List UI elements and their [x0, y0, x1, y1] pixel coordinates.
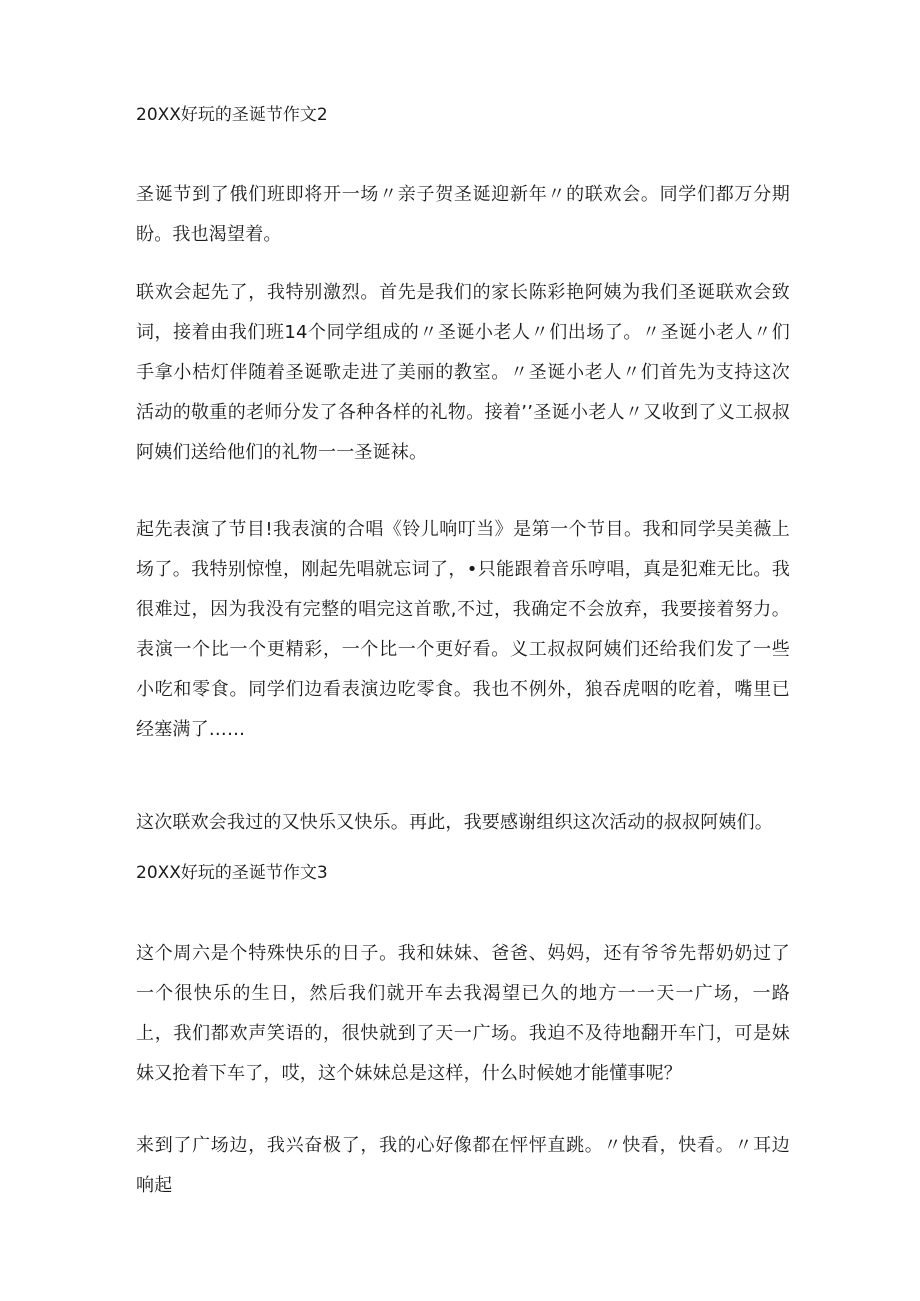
section-3-paragraph-1: 这个周六是个特殊快乐的日子。我和妹妹、爸爸、妈妈，还有爷爷先帮奶奶过了一个很快乐的生日，然后我们就开车去我渴望已久的地方一一天一广场，一路上，我们都欢声笑语的，很快就到了天一广场。我迫不及待地翻开车门，可是妹妹又抢着下车了，哎，这个妹妹总是这样，什么时候她才能懂事呢？ — [136, 943, 790, 1084]
section-3-heading: 20XX好玩的圣诞节作文3 — [136, 863, 328, 883]
section-2-paragraph-2: 联欢会起先了，我特别激烈。首先是我们的家长陈彩艳阿姨为我们圣诞联欢会致词，接着由我们班14个同学组成的〃圣诞小老人〃们出场了。〃圣诞小老人〃们手拿小桔灯伴随着圣诞歌走进了美丽的教室。〃圣诞小老人〃们首先为支持这次活动的敬重的老师分发了各种各样的礼物。接着’’圣诞小老人〃又收到了义工叔叔阿姨们送给他们的礼物一一圣诞袜。 — [136, 282, 790, 463]
section-2-paragraph-3: 起先表演了节目!我表演的合唱《铃儿响叮当》是第一个节目。我和同学吴美薇上场了。我特别惊惶，刚起先唱就忘词了，•只能跟着音乐哼唱，真是犯难无比。我很难过，因为我没有完整的唱完这首歌,不过，我确定不会放弃，我要接着努力。表演一个比一个更精彩，一个比一个更好看。义工叔叔阿姨们还给我们发了一些小吃和零食。同学们边看表演边吃零食。我也不例外，狼吞虎咽的吃着，嘴里已经塞满了…… — [136, 519, 790, 740]
section-2-paragraph-1: 圣诞节到了俄们班即将开一场〃亲子贺圣诞迎新年〃的联欢会。同学们都万分期盼。我也渴望着。 — [136, 184, 790, 245]
section-2-paragraph-4: 这次联欢会我过的又快乐又快乐。再此，我要感谢组织这次活动的叔叔阿姨们。 — [136, 812, 773, 833]
section-2-heading: 20XX好玩的圣诞节作文2 — [136, 105, 328, 125]
section-3-paragraph-2: 来到了广场边，我兴奋极了，我的心好像都在怦怦直跳。〃快看，快看。〃耳边响起 — [136, 1135, 790, 1196]
